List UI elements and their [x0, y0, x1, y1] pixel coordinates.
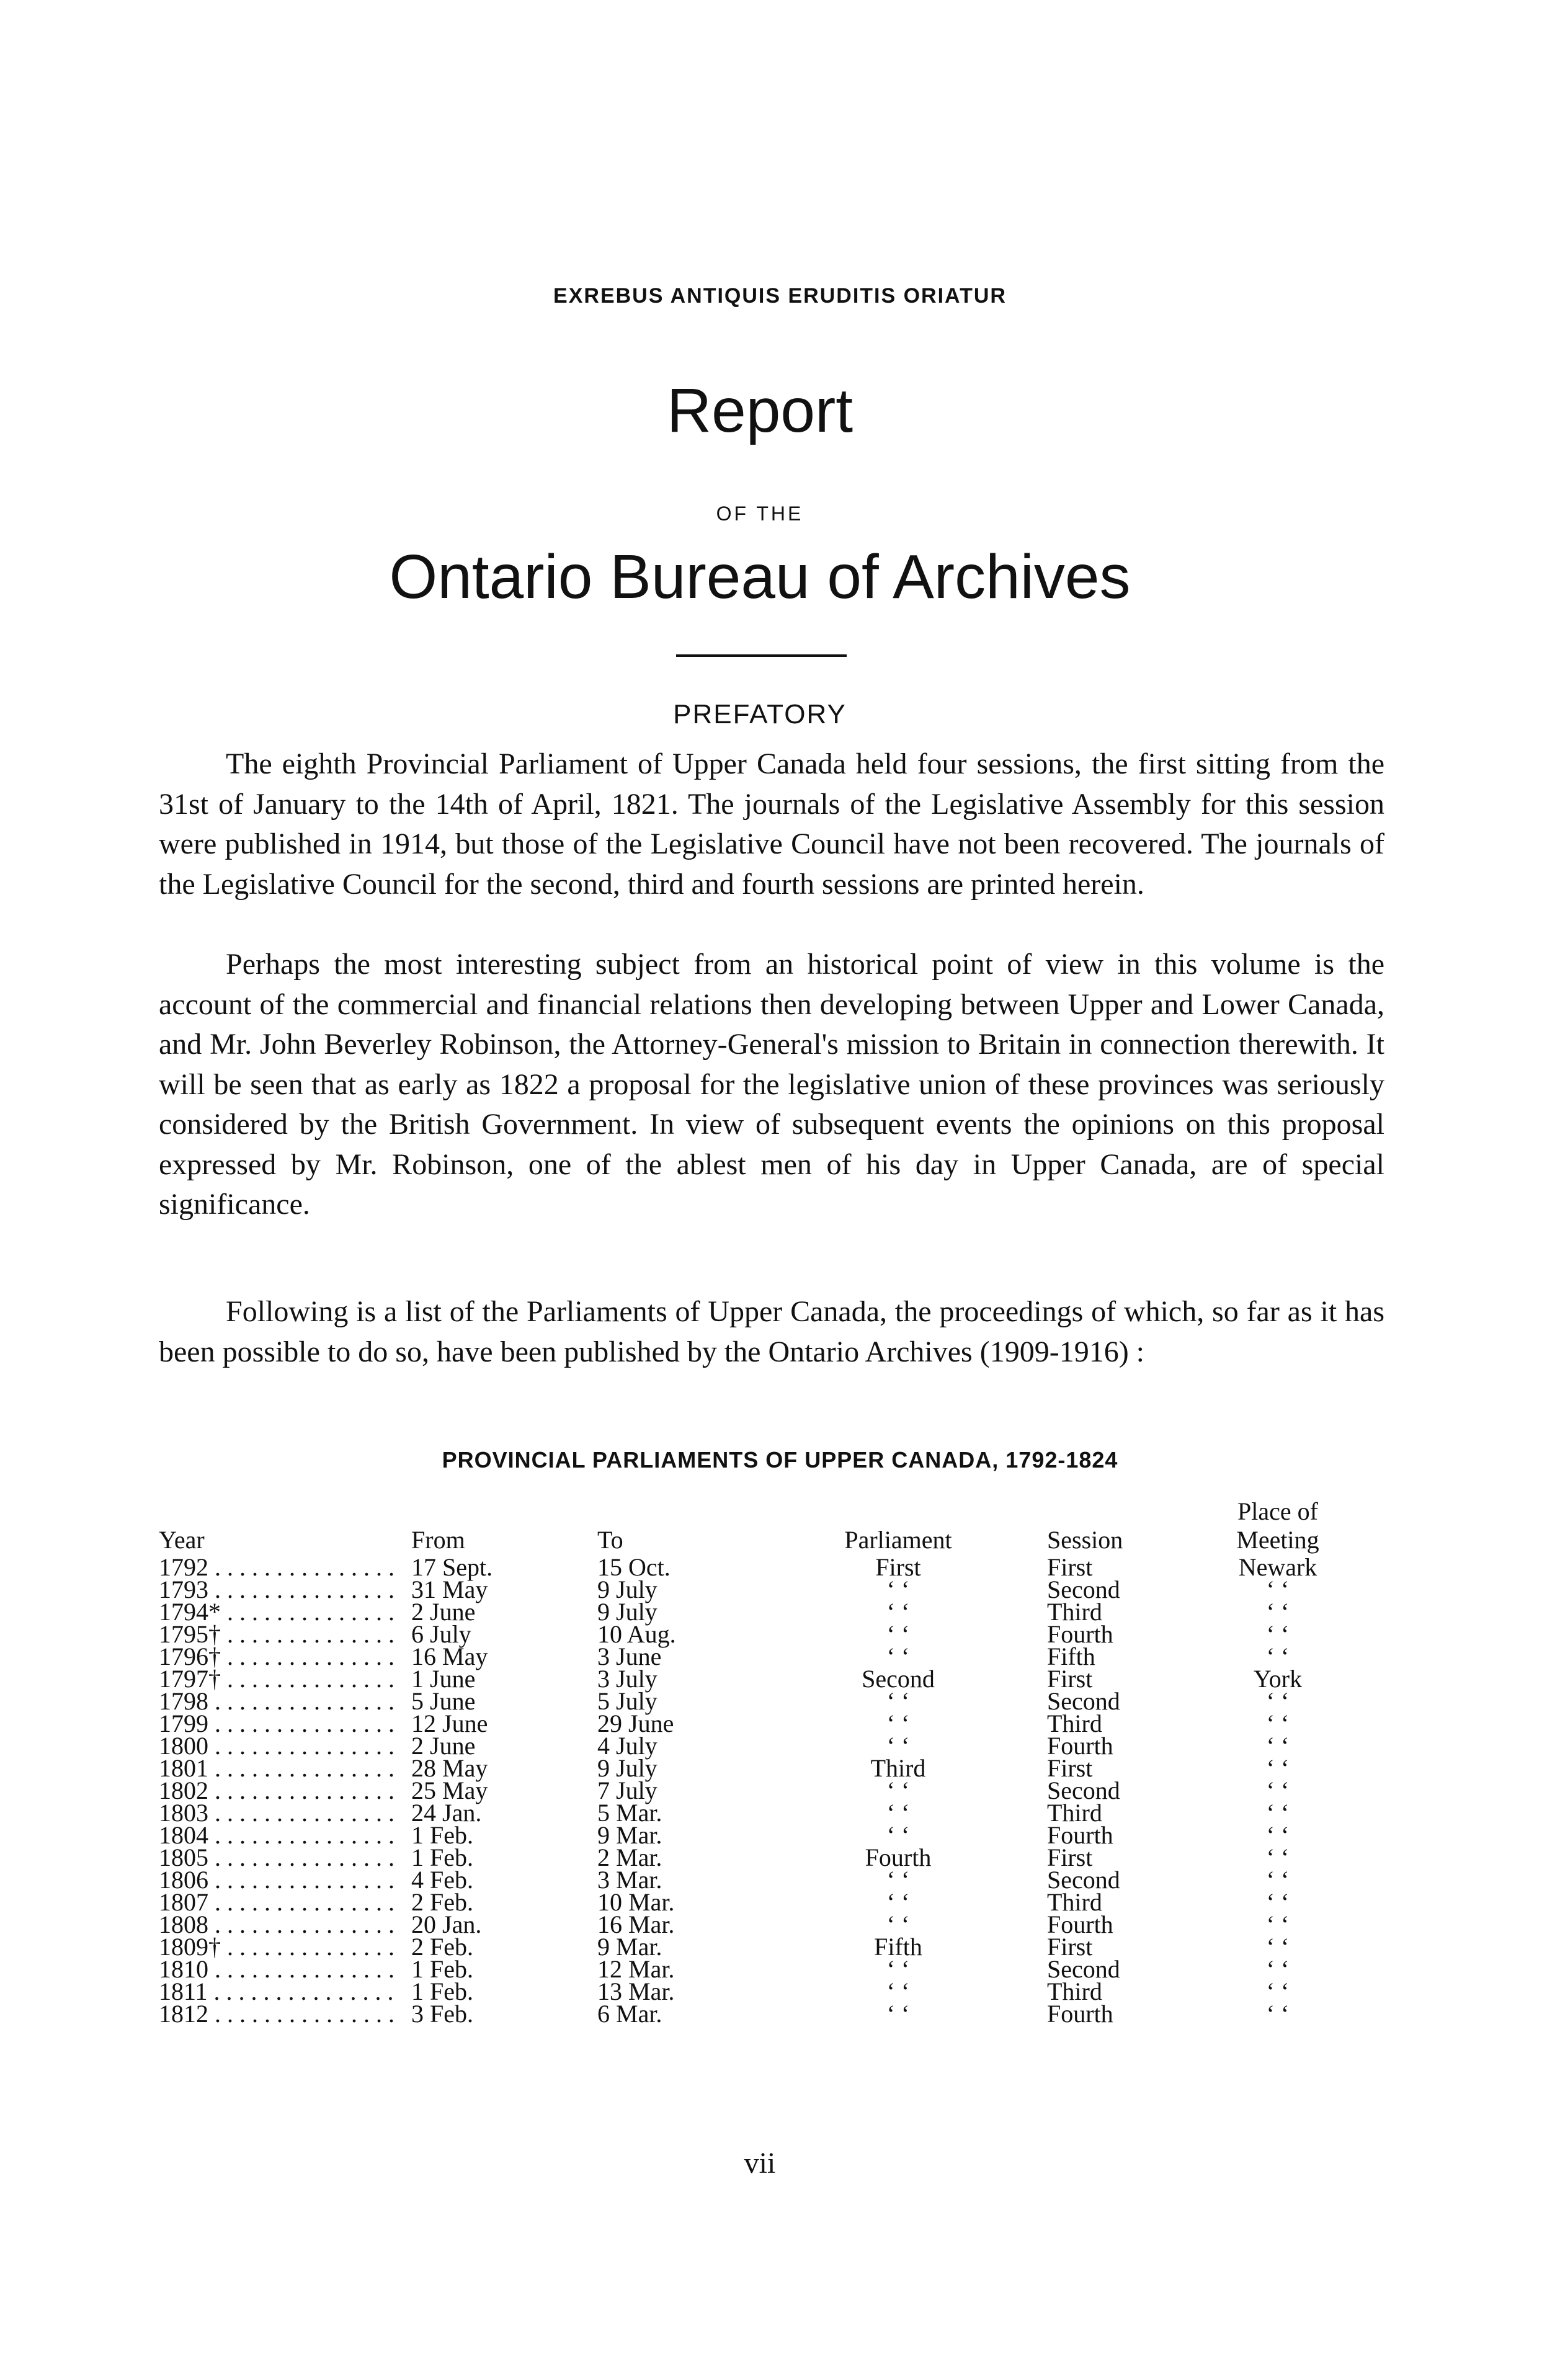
header-from: From	[411, 1526, 465, 1554]
cell-from: 2 June	[411, 1598, 476, 1626]
cell-year: 1794* . . .	[159, 1598, 394, 1626]
cell-from: 1 June	[411, 1665, 476, 1693]
cell-place: ‘ ‘	[1266, 1620, 1290, 1648]
cell-year: 1795† . . .	[159, 1621, 394, 1648]
cell-session: Second	[1047, 1776, 1120, 1804]
cell-place: ‘ ‘	[1266, 1910, 1290, 1938]
cell-from: 24 Jan.	[411, 1799, 482, 1827]
cell-session: First	[1047, 1553, 1093, 1581]
cell-to: 12 Mar.	[597, 1955, 675, 1983]
cell-year: 1796† . . .	[159, 1643, 394, 1670]
cell-to: 9 July	[597, 1598, 657, 1626]
cell-year: 1805 . . .	[159, 1844, 394, 1871]
cell-place: ‘ ‘	[1266, 1642, 1290, 1670]
cell-from: 2 June	[411, 1732, 476, 1760]
cell-year: 1800 . . .	[159, 1732, 394, 1760]
header-parliament: Parliament	[844, 1526, 952, 1554]
cell-session: Second	[1047, 1576, 1120, 1603]
cell-parliament: ‘ ‘	[886, 1977, 910, 2005]
cell-place: ‘ ‘	[1266, 1955, 1290, 1983]
header-place-line2: Meeting	[1236, 1526, 1319, 1554]
cell-to: 9 Mar.	[597, 1821, 662, 1849]
cell-from: 2 Feb.	[411, 1933, 473, 1961]
cell-parliament: ‘ ‘	[886, 1910, 910, 1938]
cell-session: Fourth	[1047, 1732, 1113, 1760]
header-to: To	[597, 1526, 623, 1554]
cell-parliament: ‘ ‘	[886, 1687, 910, 1715]
cell-year: 1804 . . .	[159, 1822, 394, 1849]
cell-parliament: ‘ ‘	[886, 1642, 910, 1670]
cell-to: 4 July	[597, 1732, 657, 1760]
cell-year: 1807 . . .	[159, 1889, 394, 1916]
cell-place: ‘ ‘	[1266, 1754, 1290, 1782]
cell-parliament: ‘ ‘	[886, 1821, 910, 1849]
page-number: vii	[744, 2147, 776, 2180]
cell-to: 5 Mar.	[597, 1799, 662, 1827]
cell-session: Third	[1047, 1709, 1102, 1737]
title-of-the: OF THE	[716, 502, 804, 525]
cell-place: ‘ ‘	[1266, 1799, 1290, 1827]
cell-place: ‘ ‘	[1266, 1576, 1290, 1603]
cell-session: First	[1047, 1933, 1093, 1961]
cell-place: ‘ ‘	[1266, 1843, 1290, 1871]
cell-from: 3 Feb.	[411, 2000, 473, 2028]
cell-from: 20 Jan.	[411, 1910, 482, 1938]
cell-parliament: ‘ ‘	[886, 1732, 910, 1760]
cell-place: ‘ ‘	[1266, 1732, 1290, 1760]
cell-year: 1806 . . .	[159, 1866, 394, 1894]
paragraph-2: Perhaps the most interesting subject from an historical point of view in this volume is the account of the commercial and financial relations then developing between Upper and Lower Canada, and Mr. John Beverley Robinson, the Attorney-General's mission to Britain in connection therewith. It will be seen that as early as 1822 a proposal for the legislative union of these provinces was seriously considered by the British Government. In view of subsequent events the opinions on this proposal expressed by Mr. Robinson, one of the ablest men of his day in Upper Canada, are of special significance.	[159, 948, 1384, 1221]
cell-from: 6 July	[411, 1620, 471, 1648]
cell-year: 1802 . . .	[159, 1777, 394, 1804]
cell-to: 6 Mar.	[597, 2000, 662, 2028]
cell-parliament: First	[875, 1553, 921, 1581]
cell-year: 1799 . . .	[159, 1710, 394, 1737]
header-year: Year	[159, 1526, 205, 1554]
cell-year: 1792 . . .	[159, 1554, 394, 1581]
cell-to: 3 June	[597, 1642, 662, 1670]
cell-session: First	[1047, 1754, 1093, 1782]
cell-place: ‘ ‘	[1266, 1933, 1290, 1961]
cell-to: 3 Mar.	[597, 1866, 662, 1894]
cell-place: ‘ ‘	[1266, 1598, 1290, 1626]
cell-year: 1808 . . .	[159, 1911, 394, 1938]
title-report: Report	[666, 376, 854, 445]
cell-session: Second	[1047, 1955, 1120, 1983]
cell-year: 1803 . . .	[159, 1799, 394, 1827]
cell-year: 1812 . . .	[159, 2000, 394, 2028]
cell-to: 2 Mar.	[597, 1843, 662, 1871]
cell-from: 1 Feb.	[411, 1977, 473, 2005]
table-title: PROVINCIAL PARLIAMENTS OF UPPER CANADA, 1792-1824	[442, 1447, 1118, 1473]
cell-session: Second	[1047, 1687, 1120, 1715]
cell-year: 1801 . . .	[159, 1755, 394, 1782]
cell-place: ‘ ‘	[1266, 1709, 1290, 1737]
cell-parliament: Fourth	[865, 1843, 932, 1871]
cell-to: 5 July	[597, 1687, 657, 1715]
cell-to: 9 July	[597, 1754, 657, 1782]
section-heading: PREFATORY	[673, 699, 847, 729]
cell-from: 1 Feb.	[411, 1955, 473, 1983]
cell-parliament: ‘ ‘	[886, 1866, 910, 1894]
cell-year: 1797† . . .	[159, 1665, 394, 1693]
cell-to: 13 Mar.	[597, 1977, 675, 2005]
cell-year: 1809† . . .	[159, 1933, 394, 1961]
cell-session: Fourth	[1047, 1910, 1113, 1938]
cell-parliament: Third	[870, 1754, 926, 1782]
cell-session: Fifth	[1047, 1642, 1095, 1670]
title-divider	[676, 654, 847, 657]
cell-from: 2 Feb.	[411, 1888, 473, 1916]
cell-place: ‘ ‘	[1266, 1866, 1290, 1894]
cell-session: Third	[1047, 1799, 1102, 1827]
cell-from: 31 May	[411, 1576, 488, 1603]
cell-from: 25 May	[411, 1776, 488, 1804]
cell-year: 1798 . . .	[159, 1688, 394, 1715]
cell-to: 9 Mar.	[597, 1933, 662, 1961]
cell-session: First	[1047, 1665, 1093, 1693]
cell-from: 1 Feb.	[411, 1821, 473, 1849]
cell-place: ‘ ‘	[1266, 2000, 1290, 2028]
cell-to: 9 July	[597, 1576, 657, 1603]
cell-from: 4 Feb.	[411, 1866, 473, 1894]
motto: EXREBUS ANTIQUIS ERUDITIS ORIATUR	[553, 284, 1007, 308]
cell-parliament: ‘ ‘	[886, 2000, 910, 2028]
cell-from: 28 May	[411, 1754, 488, 1782]
cell-parliament: Fifth	[874, 1933, 922, 1961]
cell-year: 1810 . . .	[159, 1956, 394, 1983]
cell-place: Newark	[1238, 1553, 1317, 1581]
cell-to: 10 Aug.	[597, 1620, 676, 1648]
cell-place: ‘ ‘	[1266, 1776, 1290, 1804]
header-session: Session	[1047, 1526, 1123, 1554]
cell-from: 5 June	[411, 1687, 476, 1715]
cell-session: Third	[1047, 1977, 1102, 2005]
cell-place: York	[1253, 1665, 1303, 1693]
cell-parliament: ‘ ‘	[886, 1955, 910, 1983]
cell-session: Second	[1047, 1866, 1120, 1894]
cell-session: Fourth	[1047, 1821, 1113, 1849]
cell-parliament: ‘ ‘	[886, 1709, 910, 1737]
cell-parliament: ‘ ‘	[886, 1620, 910, 1648]
cell-session: First	[1047, 1843, 1093, 1871]
cell-place: ‘ ‘	[1266, 1977, 1290, 2005]
cell-year: 1811 . . .	[159, 1978, 394, 2005]
cell-from: 1 Feb.	[411, 1843, 473, 1871]
cell-parliament: ‘ ‘	[886, 1598, 910, 1626]
cell-session: Third	[1047, 1598, 1102, 1626]
cell-to: 10 Mar.	[597, 1888, 675, 1916]
cell-to: 15 Oct.	[597, 1553, 671, 1581]
cell-session: Fourth	[1047, 2000, 1113, 2028]
header-place-line1: Place of	[1237, 1497, 1318, 1525]
cell-session: Third	[1047, 1888, 1102, 1916]
cell-session: Fourth	[1047, 1620, 1113, 1648]
cell-place: ‘ ‘	[1266, 1821, 1290, 1849]
cell-parliament: ‘ ‘	[886, 1799, 910, 1827]
cell-from: 17 Sept.	[411, 1553, 493, 1581]
paragraph-3: Following is a list of the Parliaments of Upper Canada, the proceedings of which, so far as it has been possible to do so, have been published by the Ontario Archives (1909-1916) :	[159, 1295, 1384, 1368]
title-bureau: Ontario Bureau of Archives	[389, 542, 1131, 612]
cell-place: ‘ ‘	[1266, 1888, 1290, 1916]
cell-parliament: ‘ ‘	[886, 1576, 910, 1603]
cell-parliament: ‘ ‘	[886, 1776, 910, 1804]
cell-parliament: Second	[862, 1665, 935, 1693]
table-row	[0, 2000, 1560, 2028]
cell-year: 1793 . . .	[159, 1576, 394, 1603]
cell-to: 3 July	[597, 1665, 657, 1693]
cell-parliament: ‘ ‘	[886, 1888, 910, 1916]
cell-to: 7 July	[597, 1776, 657, 1804]
cell-place: ‘ ‘	[1266, 1687, 1290, 1715]
cell-to: 16 Mar.	[597, 1910, 675, 1938]
cell-from: 12 June	[411, 1709, 488, 1737]
cell-to: 29 June	[597, 1709, 674, 1737]
paragraph-1: The eighth Provincial Parliament of Upper Canada held four sessions, the first sitting from the 31st of January to the 14th of April, 1821. The journals of the Legislative Assembly for this session were published in 1914, but those of the Legislative Council have not been recovered. The journals of the Legislative Council for the second, third and fourth sessions are printed herein.	[159, 747, 1384, 901]
cell-from: 16 May	[411, 1642, 488, 1670]
